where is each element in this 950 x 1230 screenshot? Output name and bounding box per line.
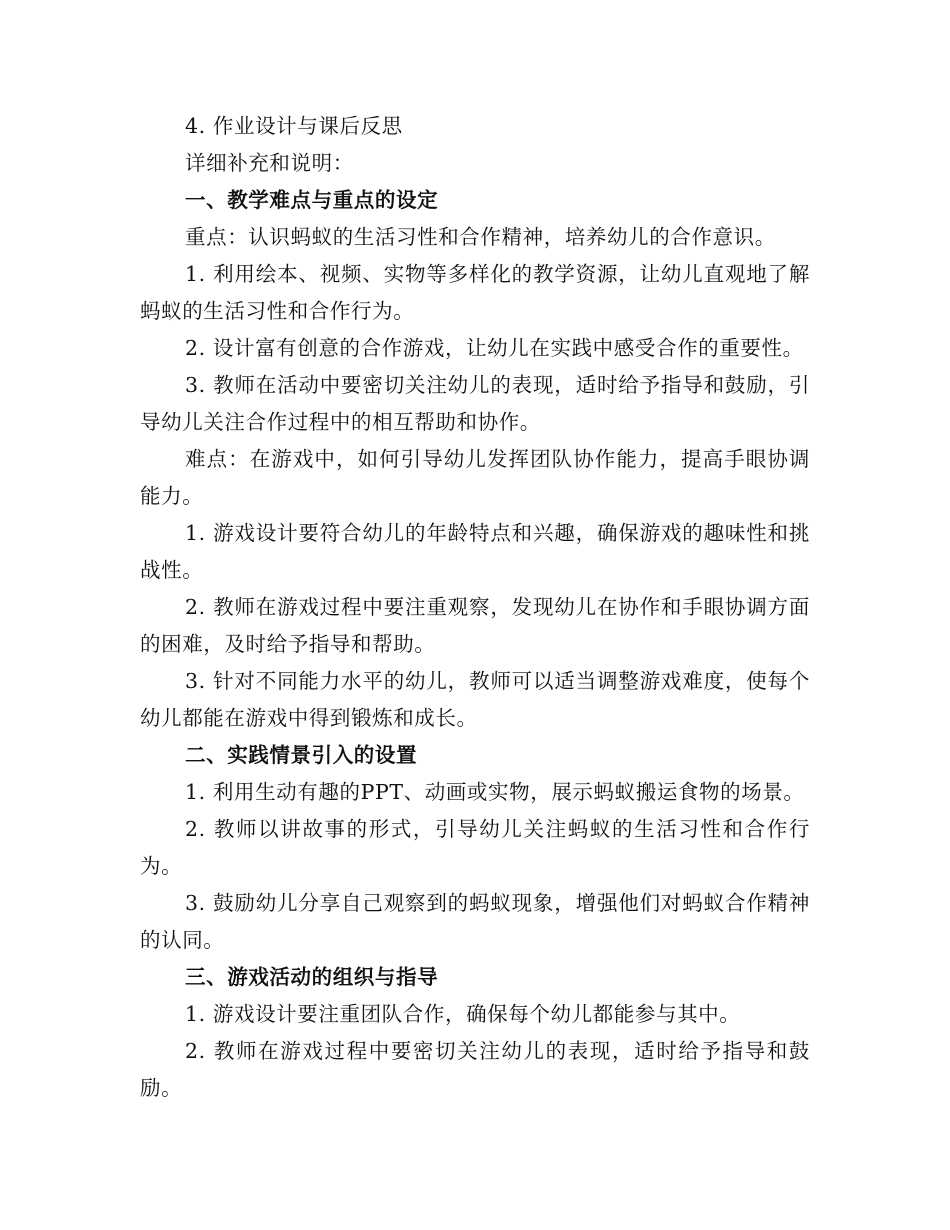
list-item: 2. 教师以讲故事的形式，引导幼儿关注蚂蚁的生活习性和合作行为。 <box>140 817 810 878</box>
list-item: 3. 针对不同能力水平的幼儿，教师可以适当调整游戏难度，使每个幼儿都能在游戏中得到锻炼和成长。 <box>140 669 810 730</box>
list-item: 2. 教师在游戏过程中要密切关注幼儿的表现，适时给予指导和鼓励。 <box>140 1039 810 1100</box>
document-body <box>140 108 810 1107</box>
list-item: 1. 利用生动有趣的PPT、动画或实物，展示蚂蚁搬运食物的场景。 <box>185 780 805 804</box>
section-heading-1: 一、教学难点与重点的设定 <box>185 188 439 212</box>
list-item: 1. 利用绘本、视频、实物等多样化的教学资源，让幼儿直观地了解蚂蚁的生活习性和合作行为。 <box>140 262 810 323</box>
section-heading-2: 二、实践情景引入的设置 <box>185 743 418 767</box>
list-item: 1. 游戏设计要符合幼儿的年龄特点和兴趣，确保游戏的趣味性和挑战性。 <box>140 521 810 582</box>
list-item: 3. 教师在活动中要密切关注幼儿的表现，适时给予指导和鼓励，引导幼儿关注合作过程中的相互帮助和协作。 <box>140 373 810 434</box>
list-item: 2. 教师在游戏过程中要注重观察，发现幼儿在协作和手眼协调方面的困难，及时给予指导和帮助。 <box>140 595 810 656</box>
paragraph-homework-design: 4. 作业设计与课后反思 <box>185 114 403 138</box>
paragraph-key-point: 重点：认识蚂蚁的生活习性和合作精神，培养幼儿的合作意识。 <box>185 225 776 249</box>
paragraph-supplement-intro: 详细补充和说明： <box>185 151 354 175</box>
list-item: 3. 鼓励幼儿分享自己观察到的蚂蚁现象，增强他们对蚂蚁合作精神的认同。 <box>140 891 810 952</box>
paragraph-difficulty: 难点：在游戏中，如何引导幼儿发挥团队协作能力，提高手眼协调能力。 <box>140 447 810 508</box>
section-heading-3: 三、游戏活动的组织与指导 <box>185 965 439 989</box>
list-item: 2. 设计富有创意的合作游戏，让幼儿在实践中感受合作的重要性。 <box>185 336 804 360</box>
list-item: 1. 游戏设计要注重团队合作，确保每个幼儿都能参与其中。 <box>185 1002 741 1026</box>
